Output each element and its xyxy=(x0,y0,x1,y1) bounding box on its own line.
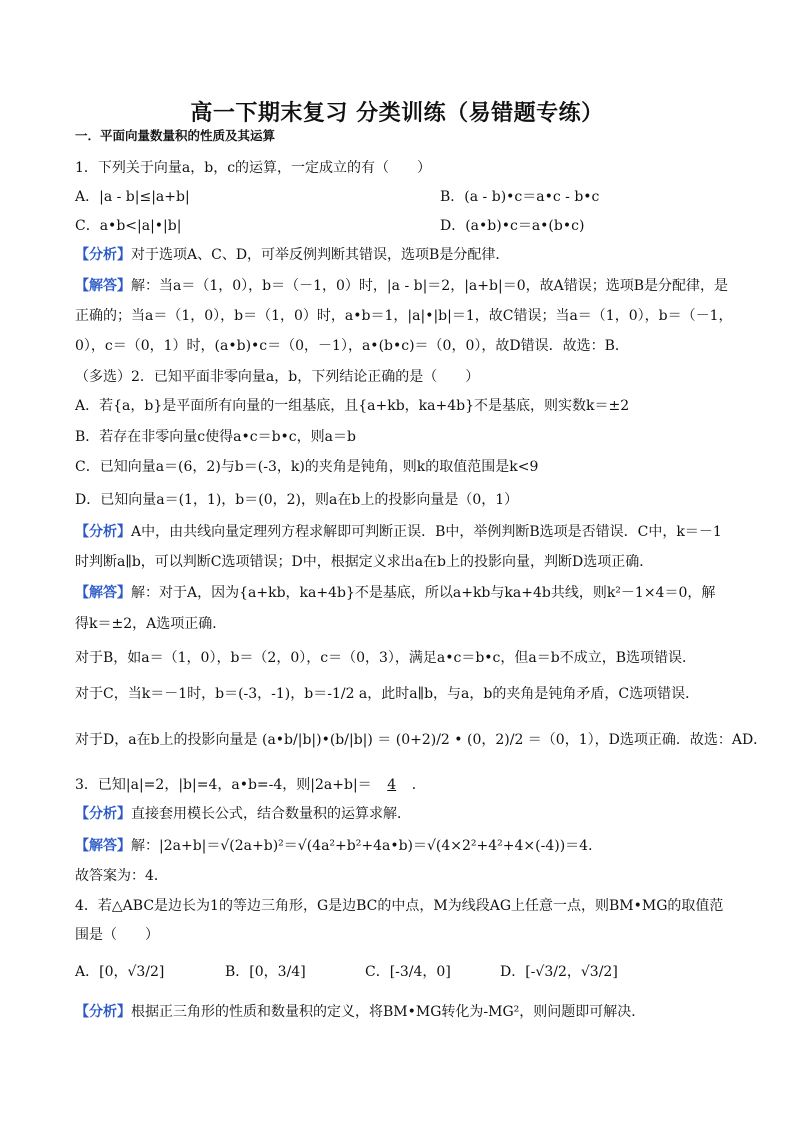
section-heading: 一．平面向量数量积的性质及其运算 xyxy=(75,128,276,143)
q2-stem: （多选）2．已知平面非零向量a，b，下列结论正确的是（ ） xyxy=(75,369,480,385)
q1-option-b: B．(a - b)•c＝a•c - b•c xyxy=(440,189,600,205)
analysis-tag: 【分析】 xyxy=(75,247,131,263)
q1-analysis-text: 对于选项A、C、D，可举反例判断其错误，选项B是分配律． xyxy=(131,247,510,263)
solution-tag: 【解答】 xyxy=(75,278,131,294)
q4-analysis xyxy=(75,1002,734,1022)
q4-option-b: B．[0，3/4] xyxy=(225,964,306,980)
q2-analysis-text1: A中，由共线向量定理列方程求解即可判断正误．B中，举例判断B选项是否错误．C中，k＝－1 xyxy=(131,524,722,540)
q4-analysis-text: 根据正三角形的性质和数量积的定义，将BM•MG转化为-MG²，则问题即可解决． xyxy=(131,1004,646,1020)
q1-solution-line3: 0），c＝（0，1）时，(a•b)•c＝（0，－1），a•(b•c)＝（0，0），故D错误．故选：B． xyxy=(75,338,629,354)
q1-stem: 1．下列关于向量a，b，c的运算，一定成立的有（ ） xyxy=(75,160,432,176)
q2-option-c: C．已知向量a＝(6，2)与b＝(-3，k)的夹角是钝角，则k的取值范围是k<9 xyxy=(75,459,539,475)
q3-solution xyxy=(75,836,734,856)
q2-solution-text1: 解：对于A，因为{a+kb，ka+4b}不是基底，所以a+kb与ka+4b共线，则k²－1×4＝0，解 xyxy=(131,585,716,601)
q3-final-answer: 故答案为：4． xyxy=(75,868,168,884)
q1-options-row2 xyxy=(75,216,734,236)
analysis-tag: 【分析】 xyxy=(75,1004,131,1020)
q1-solution-text1: 解：当a＝（1，0），b＝（－1，0）时，|a - b|＝2，|a+b|＝0，故A错误；选项B是分配律，是 xyxy=(131,278,728,294)
q2-analysis-line2: 时判断a∥b，可以判断C选项错误；D中，根据定义求出a在b上的投影向量，判断D选项正确． xyxy=(75,554,654,570)
q2-solution-line4: 对于C，当k＝－1时，b＝(-3，-1)，b＝-1/2 a，此时a∥b，与a，b的夹角是钝角矛盾，C选项错误． xyxy=(75,686,700,702)
q3-stem-text: 3．已知|a|=2，|b|=4，a•b=-4，则|2a+b|＝ xyxy=(75,777,372,793)
q2-option-d: D．已知向量a＝(1，1)，b＝(0，2)，则a在b上的投影向量是（0，1） xyxy=(75,492,519,508)
q3-analysis-text: 直接套用模长公式，结合数量积的运算求解． xyxy=(131,806,411,822)
solution-tag: 【解答】 xyxy=(75,838,131,854)
q4-option-d: D．[-√3/2，√3/2] xyxy=(500,964,618,980)
q1-analysis xyxy=(75,245,734,265)
q3-stem-end: ． xyxy=(411,777,426,793)
q4-stem-line1: 4．若△ABC是边长为1的等边三角形，G是边BC的中点，M为线段AG上任意一点，则BM•MG的取值范 xyxy=(75,898,724,914)
q2-option-b: B．若存在非零向量c使得a•c＝b•c，则a＝b xyxy=(75,429,356,445)
q4-option-a: A．[0，√3/2] xyxy=(75,964,165,980)
q1-option-a: A．|a - b|≤|a+b| xyxy=(75,189,190,205)
q2-solution-line3: 对于B，如a＝（1，0），b＝（2，0），c＝（0，3），满足a•c＝b•c，但a＝b不成立，B选项错误． xyxy=(75,650,696,666)
q2-solution-line2: 得k＝±2，A选项正确． xyxy=(75,616,227,632)
analysis-tag: 【分析】 xyxy=(75,806,131,822)
q3-analysis xyxy=(75,804,734,824)
q1-option-d: D．(a•b)•c＝a•(b•c) xyxy=(440,218,585,234)
q2-solution-line5: 对于D，a在b上的投影向量是 (a•b/|b|)•(b/|b|) ＝ (0+2)/2 • (0，2)/2 ＝（0，1），D选项正确．故选：AD． xyxy=(75,732,768,748)
q4-stem-line2: 围是（ ） xyxy=(75,927,159,943)
q2-solution-line1 xyxy=(75,583,734,603)
page-title: 高一下期末复习 分类训练（易错题专练） xyxy=(190,101,604,126)
q1-options-row1 xyxy=(75,187,734,207)
q4-option-c: C．[-3/4，0] xyxy=(365,964,451,980)
q3-solution-text: 解：|2a+b|＝√(2a+b)²＝√(4a²+b²+4a•b)＝√(4×2²+4²+4×(-4))＝4． xyxy=(131,838,603,854)
q2-analysis-line1 xyxy=(75,522,734,542)
solution-tag: 【解答】 xyxy=(75,585,131,601)
q1-option-c: C．a•b<|a|•|b| xyxy=(75,218,182,234)
q1-solution-line1 xyxy=(75,276,734,296)
q2-option-a: A．若{a，b}是平面所有向量的一组基底，且{a+kb，ka+4b}不是基底，则实数k＝±2 xyxy=(75,398,630,414)
q1-solution-line2: 正确的；当a＝（1，0），b＝（1，0）时，a•b＝1，|a|•|b|＝1，故C错误；当a＝（1，0），b＝（－1， xyxy=(75,308,733,324)
q3-stem xyxy=(75,775,734,795)
q3-answer: 4 xyxy=(387,777,397,793)
analysis-tag: 【分析】 xyxy=(75,524,131,540)
